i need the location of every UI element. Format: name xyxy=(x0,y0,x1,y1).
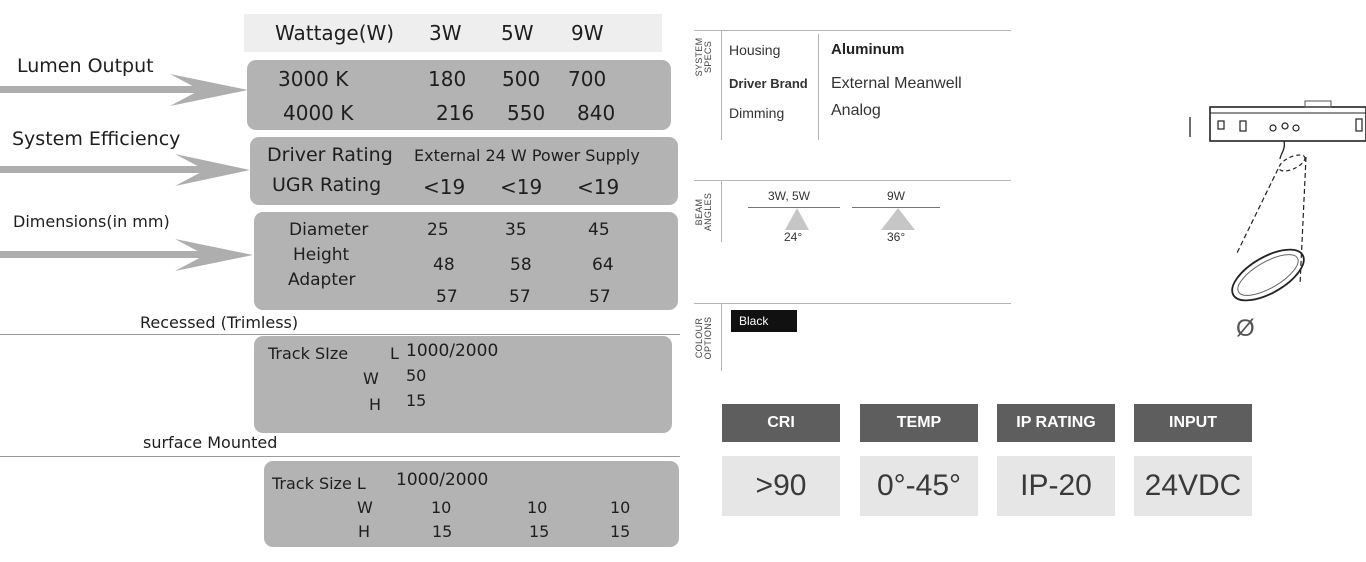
input-badge-title: INPUT xyxy=(1134,404,1252,442)
specs-top-rule xyxy=(694,30,1011,31)
system-specs-line1: SYSTEM xyxy=(694,37,704,77)
diameter-9w: 45 xyxy=(588,220,610,240)
efficiency-arrow-icon xyxy=(0,150,252,190)
beam-angles-side-label xyxy=(695,189,715,235)
lumen-3000k-3w: 180 xyxy=(428,67,467,91)
recessed-l-value: 1000/2000 xyxy=(406,341,499,361)
dimming-value: Analog xyxy=(831,102,881,119)
wattage-5w: 5W xyxy=(501,21,534,45)
dimensions-arrow-icon xyxy=(0,235,255,275)
adapter-9w: 57 xyxy=(589,287,611,307)
lumen-4000k-9w: 840 xyxy=(577,101,616,125)
surface-title: surface Mounted xyxy=(143,433,278,452)
recessed-divider xyxy=(0,334,680,335)
colour-options-side-label xyxy=(695,315,715,361)
surface-l-value: 1000/2000 xyxy=(396,470,489,490)
dimming-label: Dimming xyxy=(729,105,785,121)
height-9w: 64 xyxy=(592,255,614,275)
specs-vertical-rule xyxy=(721,30,722,140)
lumen-3000k-9w: 700 xyxy=(568,67,607,91)
driver-rating-value: External 24 W Power Supply xyxy=(414,146,640,165)
colour-swatch-label: Black xyxy=(739,314,769,328)
colour-options-line2: OPTIONS xyxy=(703,316,713,360)
lumen-4000k-3w: 216 xyxy=(436,101,475,125)
beam-2-angle: 36° xyxy=(887,230,906,244)
recessed-track-label: Track SIze xyxy=(268,344,349,363)
beam-2-watts: 9W xyxy=(887,189,905,203)
ugr-3w: <19 xyxy=(423,175,466,199)
ip-rating-badge-value: IP-20 xyxy=(997,456,1115,516)
surface-w-5w: 10 xyxy=(527,498,548,517)
housing-label: Housing xyxy=(729,42,781,58)
wattage-9w: 9W xyxy=(571,21,604,45)
ugr-9w: <19 xyxy=(577,175,620,199)
housing-value: Aluminum xyxy=(831,41,905,58)
diameter-3w: 25 xyxy=(427,220,449,240)
surface-w-3w: 10 xyxy=(431,498,452,517)
surface-w-label: W xyxy=(357,498,373,517)
diameter-label: Diameter xyxy=(289,220,369,240)
diameter-symbol: Ø xyxy=(1236,315,1255,342)
input-badge-value: 24VDC xyxy=(1134,456,1252,516)
colour-vertical-rule xyxy=(721,303,722,371)
recessed-h-value: 15 xyxy=(406,391,427,410)
driver-rating-label: Driver Rating xyxy=(267,144,393,166)
system-efficiency-label: System Efficiency xyxy=(12,128,181,150)
driver-brand-value: External Meanwell xyxy=(831,75,962,92)
surface-h-9w: 15 xyxy=(610,522,631,541)
lumen-3000k-5w: 500 xyxy=(502,67,541,91)
surface-w-9w: 10 xyxy=(610,498,631,517)
recessed-title: Recessed (Trimless) xyxy=(140,313,299,332)
recessed-w-value: 50 xyxy=(406,366,427,385)
track-light-drawing xyxy=(1180,95,1366,345)
temp-badge-value: 0°-45° xyxy=(860,456,978,516)
beam-1-watts: 3W, 5W xyxy=(768,189,811,203)
colour-top-rule xyxy=(694,303,1011,304)
temp-badge-title: TEMP xyxy=(860,404,978,442)
beam-2-cone-icon xyxy=(881,208,915,230)
adapter-5w: 57 xyxy=(509,287,531,307)
lumen-arrow-icon xyxy=(0,70,250,110)
colour-options-line1: COLOUR xyxy=(694,317,704,359)
dimensions-label: Dimensions(in mm) xyxy=(13,212,170,231)
cri-badge-title: CRI xyxy=(722,404,840,442)
adapter-label: Adapter xyxy=(288,270,356,290)
lumen-4000k-label: 4000 K xyxy=(283,101,354,125)
system-specs-side-label xyxy=(695,34,715,80)
beam-1-cone-icon xyxy=(785,208,809,230)
beam-angles-line1: BEAM xyxy=(694,198,704,226)
lumen-3000k-label: 3000 K xyxy=(278,67,349,91)
recessed-h-dim: H xyxy=(369,395,382,414)
surface-h-3w: 15 xyxy=(432,522,453,541)
surface-divider xyxy=(0,456,680,457)
beam-top-rule xyxy=(694,180,1011,181)
ip-rating-badge-title: IP RATING xyxy=(997,404,1115,442)
surface-h-5w: 15 xyxy=(529,522,550,541)
specs-inner-rule xyxy=(818,34,819,140)
ugr-rating-label: UGR Rating xyxy=(272,174,382,196)
recessed-w-dim: W xyxy=(363,369,379,388)
ugr-5w: <19 xyxy=(500,175,543,199)
beam-vertical-rule xyxy=(721,180,722,242)
adapter-3w: 57 xyxy=(436,287,458,307)
surface-h-label: H xyxy=(358,522,371,541)
lumen-4000k-5w: 550 xyxy=(507,101,546,125)
beam-angles-line2: ANGLES xyxy=(703,192,713,232)
system-specs-line2: SPECS xyxy=(703,41,713,74)
height-5w: 58 xyxy=(510,255,532,275)
height-label: Height xyxy=(293,245,350,265)
diameter-5w: 35 xyxy=(505,220,527,240)
cri-badge-value: >90 xyxy=(722,456,840,516)
height-3w: 48 xyxy=(433,255,455,275)
surface-track-label: Track Size L xyxy=(272,474,366,493)
wattage-3w: 3W xyxy=(429,21,462,45)
recessed-l-dim: L xyxy=(390,344,399,363)
lumen-output-label: Lumen Output xyxy=(17,55,154,77)
colour-swatch-black xyxy=(731,310,797,332)
driver-brand-label: Driver Brand xyxy=(729,76,808,91)
beam-1-angle: 24° xyxy=(784,230,803,244)
wattage-label: Wattage(W) xyxy=(275,21,395,45)
